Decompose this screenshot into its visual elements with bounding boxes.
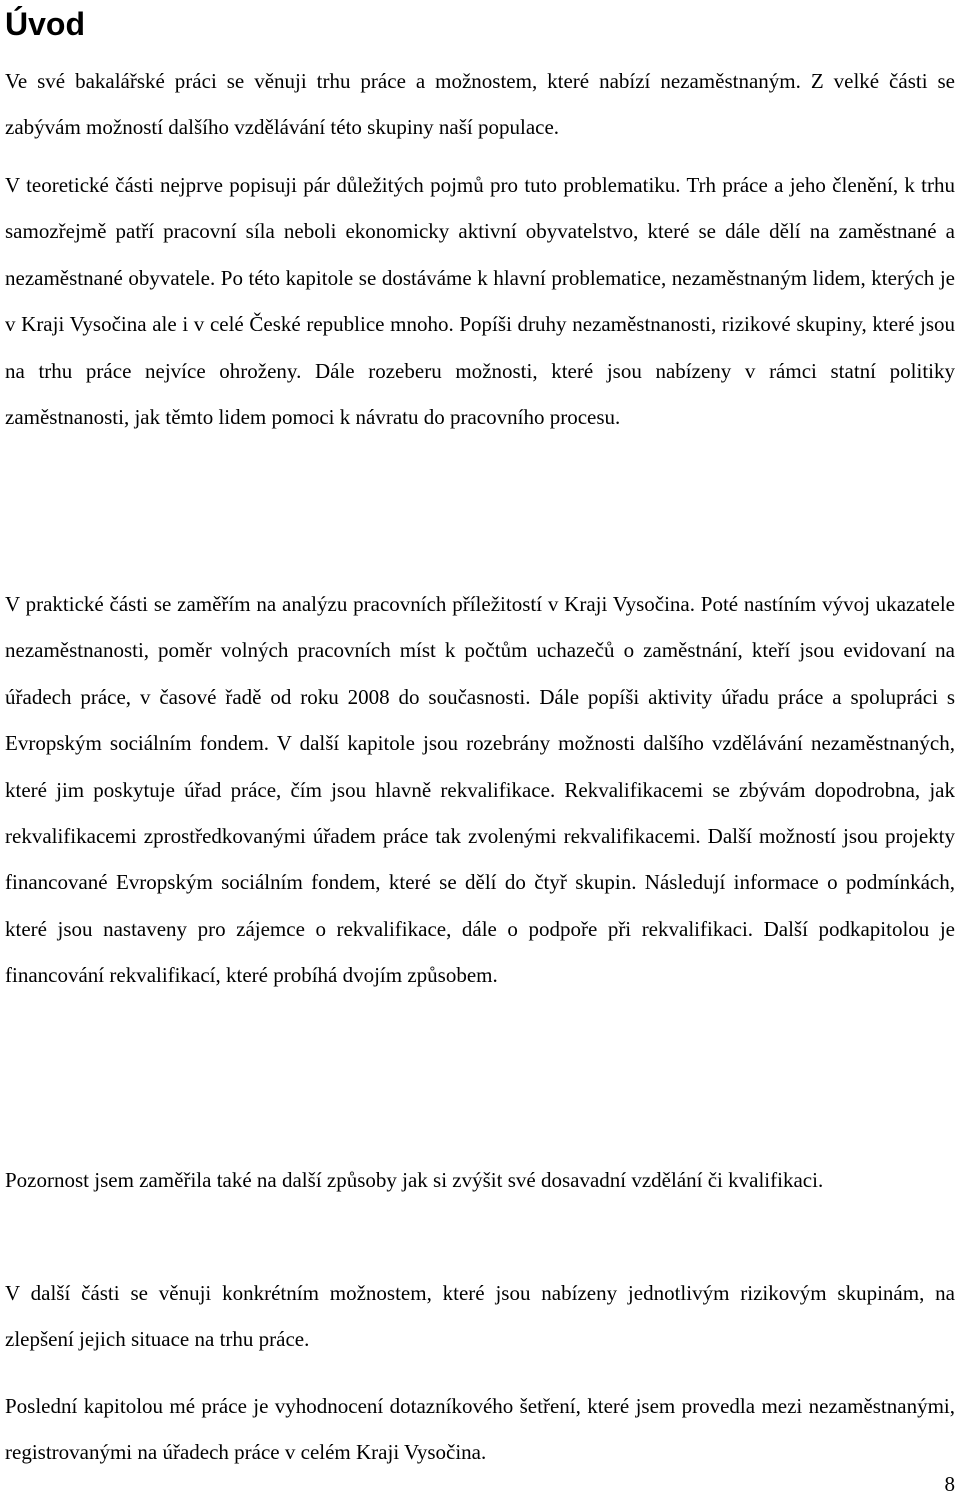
paragraph-further-education: Pozornost jsem zaměřila také na další způsoby jak si zvýšit své dosavadní vzdělání či kvalifikaci. (5, 1168, 824, 1192)
paragraph-practical-part: V praktické části se zaměřím na analýzu pracovních příležitostí v Kraji Vysočina. Poté nastíním vývoj ukazatele nezaměstnanosti, poměr volných pracovních míst k počtům uchazečů o zaměstnání, kteří jsou evidovaní na úřadech práce, v časové řadě od roku 2008 do současnosti. Dále popíši aktivity úřadu práce a spolupráci s Evropským sociálním fondem. V další kapitole jsou rozebrány možnosti dalšího vzdělávání nezaměstnaných, které jim poskytuje úřad práce, čím jsou hlavně rekvalifikace. Rekvalifikacemi se zbývám dopodrobna, jak rekvalifikacemi zprostředkovanými úřadem práce tak zvolenými rekvalifikacemi. Další možností jsou projekty financované Evropským sociálním fondem, které se dělí do čtyř skupin. Následují informace o podmínkách, které jsou nastaveny pro zájemce o rekvalifikace, dále o podpoře při rekvalifikaci. Další podkapitolou je financování rekvalifikací, které probíhá dvojím způsobem. (5, 592, 955, 988)
paragraph-survey: Poslední kapitolou mé práce je vyhodnocení dotazníkového šetření, které jsem provedla mezi nezaměstnanými, registrovanými na úřadech práce v celém Kraji Vysočina. (5, 1394, 955, 1465)
page-number: 8 (944, 1472, 955, 1496)
page-title: Úvod (5, 6, 85, 42)
paragraph-risk-groups: V další části se věnuji konkrétním možnostem, které jsou nabízeny jednotlivým rizikovým skupinám, na zlepšení jejich situace na trhu práce. (5, 1281, 955, 1352)
paragraph-intro: Ve své bakalářské práci se věnuji trhu práce a možnostem, které nabízí nezaměstnaným. Z velké části se zabývám možností dalšího vzdělávání této skupiny naší populace. (5, 69, 955, 139)
paragraph-theoretical-part: V teoretické části nejprve popisuji pár důležitých pojmů pro tuto problematiku. Trh práce a jeho členění, k trhu samozřejmě patří pracovní síla neboli ekonomicky aktivní obyvatelstvo, které se dále dělí na zaměstnané a nezaměstnané obyvatele. Po této kapitole se dostáváme k hlavní problematice, nezaměstnaným lidem, kterých je v Kraji Vysočina ale i v celé České republice mnoho. Popíši druhy nezaměstnanosti, rizikové skupiny, které jsou na trhu práce nejvíce ohroženy. Dále rozeberu možnosti, které jsou nabízeny v rámci statní politiky zaměstnanosti, jak těmto lidem pomoci k návratu do pracovního procesu. (5, 173, 955, 430)
